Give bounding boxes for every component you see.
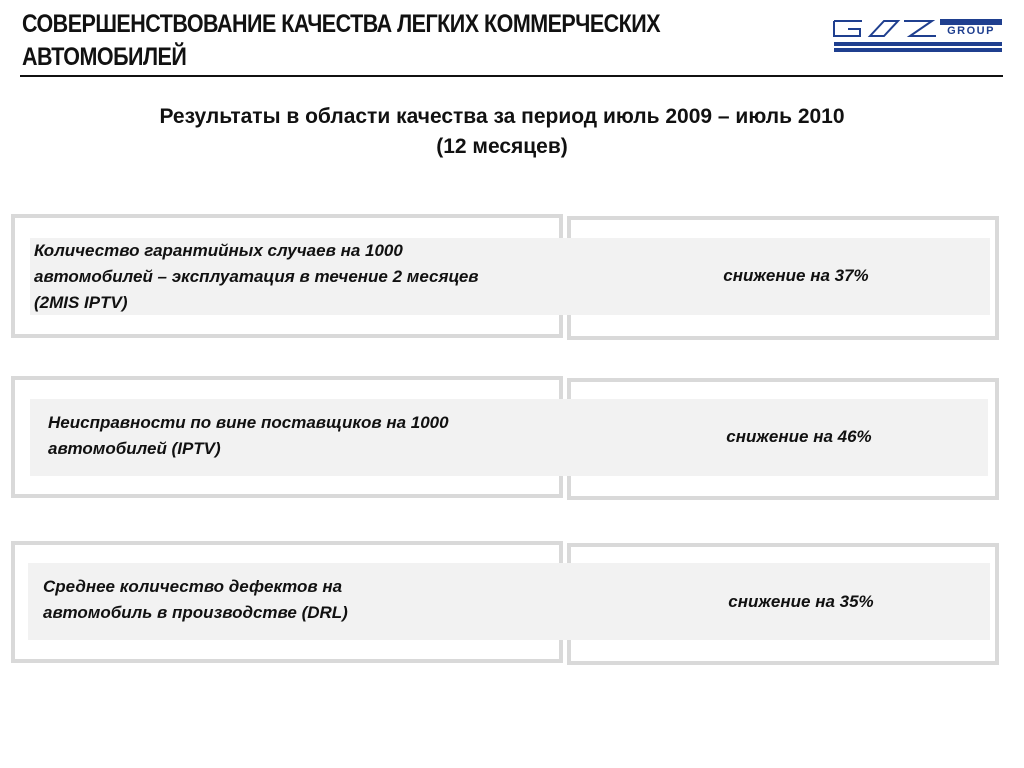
result-value-1: снижение на 37% [723, 266, 869, 285]
metric-label-1: Количество гарантийных случаев на 1000 автомобилей – эксплуатация в течение 2 месяцев (2MIS IPTV) [34, 241, 479, 312]
page-title: СОВЕРШЕНСТВОВАНИЕ КАЧЕСТВА ЛЕГКИХ КОММЕРЧЕСКИХ АВТОМОБИЛЕЙ [22, 10, 661, 71]
result-value-2: снижение на 46% [726, 427, 872, 446]
result-value-3: снижение на 35% [728, 592, 874, 611]
subtitle-line-2: (12 месяцев) [436, 135, 568, 158]
title-divider [20, 75, 1003, 77]
logo-text: GROUP [947, 25, 995, 37]
gaz-group-logo [832, 18, 1004, 54]
gaz-logo-icon [832, 18, 1004, 54]
metric-label-3: Среднее количество дефектов на автомобиль в производстве (DRL) [43, 577, 348, 622]
subtitle-line-1: Результаты в области качества за период июль 2009 – июль 2010 [159, 105, 845, 128]
page-subtitle [62, 102, 942, 162]
metric-label-2: Неисправности по вине поставщиков на 1000 автомобилей (IPTV) [48, 413, 449, 458]
